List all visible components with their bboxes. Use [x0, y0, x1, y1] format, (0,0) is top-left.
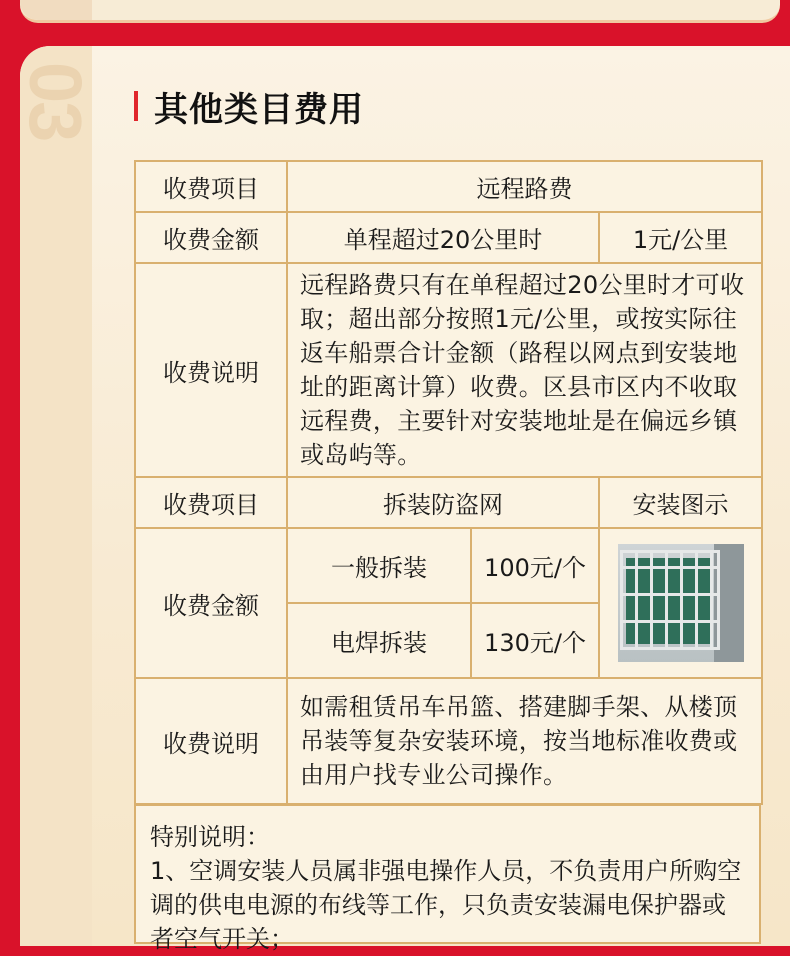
guard-type-welding: 电焊拆装: [287, 603, 471, 678]
section-header: [134, 86, 364, 130]
note-line-1: 1、空调安装人员属非强电操作人员，不负责用户所购空调的供电电源的布线等工作，只负责安装漏电保护器或者空气开关；: [150, 857, 742, 953]
guard-item-value: 拆装防盗网: [287, 477, 599, 528]
section-gutter: [14, 46, 97, 946]
title-accent-bar: [134, 91, 138, 121]
special-note: [134, 804, 761, 953]
guard-price-welding: 130元/个: [471, 603, 599, 678]
security-grille-image: [618, 544, 744, 662]
guard-desc-label: 收费说明: [135, 678, 287, 804]
guard-amount-label: 收费金额: [135, 528, 287, 678]
section-number: 03: [14, 62, 97, 141]
table-row: [135, 161, 762, 212]
table-row: [135, 678, 762, 804]
remote-amount-label: 收费金额: [135, 212, 287, 263]
remote-item-label: 收费项目: [135, 161, 287, 212]
guard-desc-text: 如需租赁吊车吊篮、搭建脚手架、从楼顶吊装等复杂安装环境，按当地标准收费或由用户找专业公司操作。: [287, 678, 762, 804]
guard-photo-wrap: [600, 544, 761, 662]
table-row: [135, 212, 762, 263]
note-title: 特别说明：: [150, 823, 270, 851]
remote-amount-condition: 单程超过20公里时: [287, 212, 599, 263]
remote-desc-text: 远程路费只有在单程超过20公里时才可收取；超出部分按照1元/公里，或按实际往返车船票合计金额（路程以网点到安装地址的距离计算）收费。区县市区内不收取远程费，主要针对安装地址是在偏远乡镇或岛屿等。: [287, 263, 762, 477]
table-row: [135, 477, 762, 528]
guard-type-general: 一般拆装: [287, 528, 471, 603]
guard-price-general: 100元/个: [471, 528, 599, 603]
guard-item-label: 收费项目: [135, 477, 287, 528]
fee-table: [134, 160, 763, 805]
grille-bars-shape: [620, 550, 720, 650]
guard-diagram-label: 安装图示: [599, 477, 762, 528]
table-row: [135, 528, 762, 603]
guard-diagram-cell: [599, 528, 762, 678]
remote-amount-price: 1元/公里: [599, 212, 762, 263]
table-row: [135, 263, 762, 477]
previous-section-panel: [20, 0, 780, 23]
remote-item-value: 远程路费: [287, 161, 762, 212]
previous-section-gutter: [20, 0, 92, 20]
remote-desc-label: 收费说明: [135, 263, 287, 477]
section-title: 其他类目费用: [154, 89, 364, 130]
